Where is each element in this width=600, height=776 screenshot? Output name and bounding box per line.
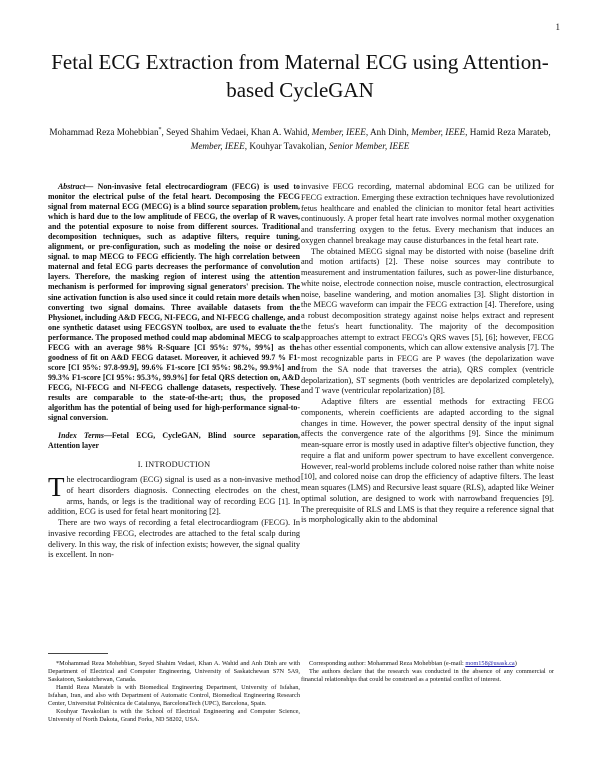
footnote-affiliation-3: Kouhyar Tavakolian is with the School of Electrical Engineering and Computer Science, University of North Dakota, Grand Forks, ND 58202, USA. xyxy=(48,708,300,723)
corresponding-author-close: ) xyxy=(514,660,517,667)
intro-paragraph-2: There are two ways of recording a fetal electrocardiogram (FECG). In invasive recording FECG, electrodes are attached to the fetal scalp during delivery. In this way, the risk of infection exists; however, the signal quality is excellent. In non- xyxy=(48,518,300,560)
footnote-affiliation-1: *Mohammad Reza Mohebbian, Seyed Shahim Vedaei, Khan A. Wahid and Anh Dinh are with Department of Electrical and Computer Engineering, University of Saskatchewan S7N 5A9, Saskatoon, Saskatchewan, Canada. xyxy=(48,660,300,683)
footnote-divider xyxy=(48,653,108,654)
author-role: Senior Member, IEEE xyxy=(328,140,410,151)
right-paragraph-2: The obtained MECG signal may be distorted with noise (baseline drift and motion artifacts) [2]. These noise sources may contribute to measurement and instrumentation failures, such as power-line disturbance, white noise, electrode connection noise, muscle contraction, electrosurgical noise, baseline wandering, and motion anomalies [3]. Slight distortion in the MECG waveform can impair the FECG extraction [4]. Therefore, using a robust decomposition strategy against noise helps extract and represent the fetus's heart functionality. The majority of the decomposition approaches attempt to extract FECG's QRS waves [5], [6]; however, FECG has other essential components, which can allow extensive analysis [7]. The most recognizable parts in FECG are P waves (the depolarization wave from the SA node that traverses the atria), QRS complex (ventricle depolarization), ST segments (both ventricles are depolarized completely), and T wave (ventricular repolarization) [8]. xyxy=(301,246,554,396)
author-role: Member, IEEE xyxy=(411,127,466,138)
author-list: Mohammad Reza Mohebbian*, Seyed Shahim Vedaei, Khan A. Wahid, Member, IEEE, Anh Dinh, Member, IEEE, Hamid Reza Marateb, Member, IEEE, Kouhyar Tavakolian, Senior Member, IEEE xyxy=(49,127,551,151)
index-terms-label: Index Terms xyxy=(58,431,104,441)
corresponding-author-note xyxy=(301,660,554,668)
abstract: Abstract— Non-invasive fetal electrocardiogram (FECG) is used to monitor the electrical pulse of the fetal heart. Decomposing the FECG signal from maternal ECG (MECG) is a blind source separation problem, which is hard due to the low amplitude of FECG, the overlap of R waves, and the potential exposure to noise from different sources. Traditional decomposition techniques, such as adaptive filters, require tuning, alignment, or pre-configuration, such as modeling the noise or desired signal. to map MECG to FECG efficiently. The high correlation between maternal and fetal ECG parts decreases the performance of convolution layers. Therefore, the masking region of interest using the attention mechanism is performed for improving signal generators' precision. The sine activation function is also used since it could retain more details when converting two signal domains. Three available datasets from the Physionet, including A&D FECG, NI-FECG, and NI-FECG challenge, and one synthetic dataset using FECGSYN toolbox, are used to evaluate the performance. The proposed method could map abdominal MECG to scalp FECG with an average 98% R-Square [CI 95%: 97%, 99%] as the goodness of fit on A&D FECG dataset. Moreover, it achieved 99.7 % F1-score [CI 95%: 97.8-99.9], 99.6% F1-score [CI 95%: 98.2%, 99.9%] and 99.3% F1-score [CI 95%: 95.3%, 99.9%] for fetal QRS detection on, A&D FECG, NI-FECG and NI-FECG challenge datasets, respectively. These results are comparable to the state-of-the-art; thus, the proposed algorithm has the potential of being used for high-performance signal-to-signal conversion. xyxy=(48,182,300,423)
section-heading-introduction: I. INTRODUCTION xyxy=(137,460,211,470)
abstract-label: Abstract xyxy=(58,182,86,191)
author-name: Hamid Reza Marateb xyxy=(469,127,549,138)
left-column xyxy=(48,182,300,561)
footnote-affiliation-2: Hamid Reza Marateb is with Biomedical Engineering Department, University of Isfahan, Isfahan, Iran, and also with Department of Automatic Control, Biomedical Engineering Research Center, Universitat Politècnica de Catalunya, BarcelonaTech (UPC), Barcelona, Spain. xyxy=(48,684,300,707)
corresponding-author-text: Corresponding author: Mohammad Reza Mohebbian (e-mail: xyxy=(309,660,464,667)
intro-paragraph-1-text: he electrocardiogram (ECG) signal is used as a non-invasive method of heart disorders diagnosis. Connecting electrodes on the chest, arms, hands, or legs is the traditional way of recording ECG [1]. In addition, ECG is used for fetal heart monitoring [2]. xyxy=(48,475,300,517)
author-name: Seyed Shahim Vedaei xyxy=(166,127,247,138)
author-name: Khan A. Wahid xyxy=(250,127,308,138)
right-column xyxy=(301,182,554,526)
author-role: Member, IEEE xyxy=(311,127,366,138)
author-marker: * xyxy=(158,127,162,133)
index-terms: Index Terms—Fetal ECG, CycleGAN, Blind source separation, Attention layer xyxy=(48,431,301,451)
paper-title: Fetal ECG Extraction from Maternal ECG using Attention-based CycleGAN xyxy=(51,50,549,102)
right-paragraph-1: invasive FECG recording, maternal abdominal ECG can be utilized for FECG extraction. Emerging these extraction techniques have revolutionized fetus healthcare and enabled the clinician to monitor fetal heart activities continuously. A proper fetal heart rate involves normal mother oxygenation and transferring oxygen to the fetus. Every mechanism that induces an oxygen channel breakage may cause disturbances in the fetal heart rate. xyxy=(301,182,554,245)
email-link[interactable]: mom158@usask.ca xyxy=(465,660,515,667)
footnotes-correspondence xyxy=(301,660,554,684)
author-name: Kouhyar Tavakolian xyxy=(249,140,325,151)
author-name: Anh Dinh xyxy=(369,127,407,138)
conflict-of-interest-note: The authors declare that the research was conducted in the absence of any commercial or financial relationships that could be construed as a potential conflict of interest. xyxy=(301,668,554,683)
right-paragraph-3: Adaptive filters are essential methods for extracting FECG components, wherein coefficients are adapted according to the signal changes in time. However, the power spectral density of the input signal affects the convergence rate of the algorithms [9]. Since the minimum mean-square error is mostly used in adaptive filter's objective function, they require a flat and uniform power spectrum to have excellent convergence. However, real-world problems include colored noise rather than white noise [10], and colored noise can drop the efficiency of adaptive filters. The least mean squares (LMS) and Recursive least square (RLS), adapted like Weiner optimal solution, are designed to work with narrowband frequencies [9]. The prerequisite of RLS and LMS is that they require a reference signal that is morphologically akin to the abdominal xyxy=(301,397,554,525)
author-role: Member, IEEE xyxy=(190,140,245,151)
intro-paragraph-1 xyxy=(48,472,300,518)
drop-cap: T xyxy=(48,472,65,503)
index-terms-text: Fetal ECG, CycleGAN, Blind source separation, Attention layer xyxy=(48,431,301,451)
author-name: Mohammad Reza Mohebbian xyxy=(49,127,159,138)
footnotes-affiliations xyxy=(48,660,300,724)
page-number: 1 xyxy=(555,22,560,32)
abstract-text: Non-invasive fetal electrocardiogram (FECG) is used to monitor the electrical pulse of the fetal heart. Decomposing the FECG signal from maternal ECG (MECG) is a blind source separation problem, which is hard due to the low amplitude of FECG, the overlap of R waves, and the potential exposure to noise from different sources. Traditional decomposition techniques, such as adaptive filters, require tuning, alignment, or pre-configuration, such as modeling the noise or desired signal. to map MECG to FECG efficiently. The high correlation between maternal and fetal ECG parts decreases the performance of convolution layers. Therefore, the masking region of interest using the attention mechanism is performed for improving signal generators' precision. The sine activation function is also used since it could retain more details when converting two signal domains. Three available datasets from the Physionet, including A&D FECG, NI-FECG, and NI-FECG challenge, and one synthetic dataset using FECGSYN toolbox, are used to evaluate the performance. The proposed method could map abdominal MECG to scalp FECG with an average 98% R-Square [CI 95%: 97%, 99%] as the goodness of fit on A&D FECG dataset. Moreover, it achieved 99.7 % F1-score [CI 95%: 97.8-99.9], 99.6% F1-score [CI 95%: 98.2%, 99.9%] and 99.3% F1-score [CI 95%: 95.3%, 99.9%] for fetal QRS detection on, A&D FECG, NI-FECG and NI-FECG challenge datasets, respectively. These results are comparable to the state-of-the-art; thus, the proposed algorithm has the potential of being used for high-performance signal-to-signal conversion. xyxy=(48,182,300,423)
